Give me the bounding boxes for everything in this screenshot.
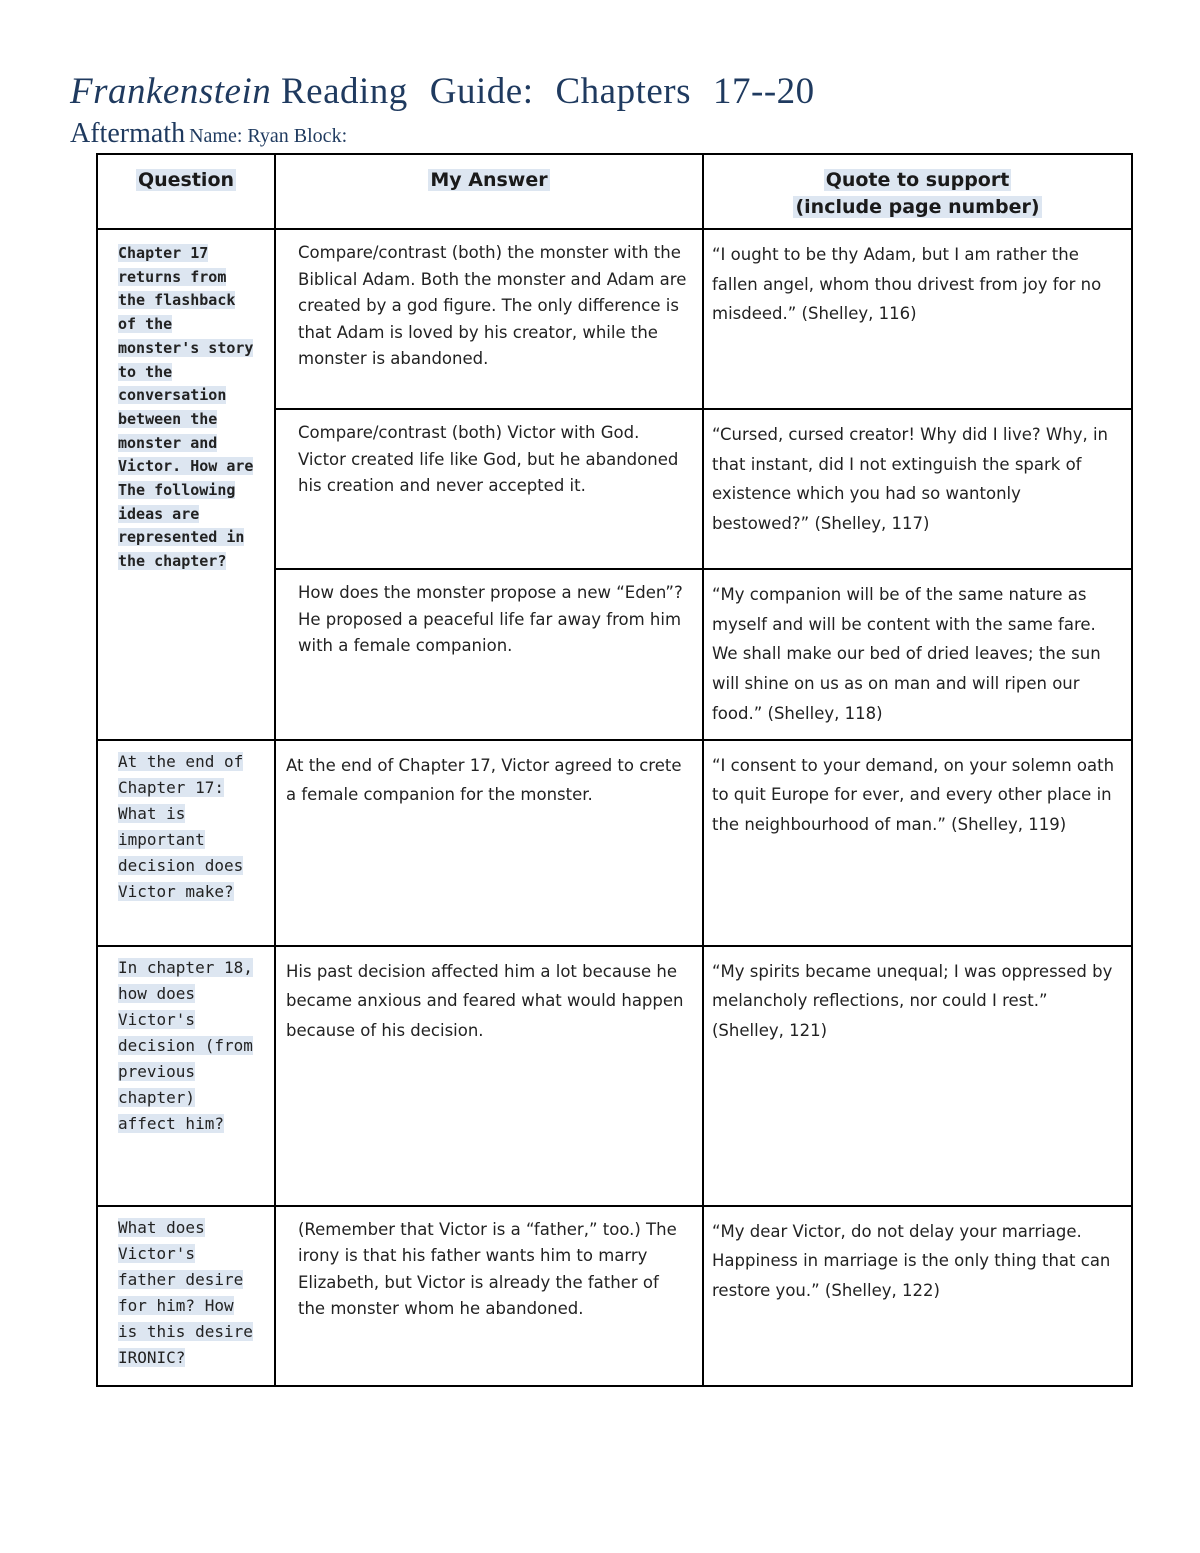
table-row	[97, 1206, 1132, 1386]
answer-cell	[275, 569, 703, 740]
answer-text: (Remember that Victor is a “father,” too.) The irony is that his father wants him to marry Elizabeth, but Victor is already the father of the monster whom he abandoned.	[298, 1219, 677, 1319]
header-answer: My Answer	[275, 154, 703, 229]
question-text: What does Victor's father desire for him? How is this desire IRONIC?	[118, 1217, 253, 1367]
question-cell	[97, 229, 275, 740]
quote-text: “I consent to your demand, on your solemn oath to quit Europe for ever, and every other place in the neighbourhood of man.” (Shelley, 119)	[712, 755, 1115, 834]
answer-text: Compare/contrast (both) the monster with the Biblical Adam. Both the monster and Adam are created by a god figure. The only difference is that Adam is loved by his creator, while the monster is abandoned.	[298, 243, 687, 368]
quote-cell	[703, 409, 1132, 569]
title-chapter-range: 17--20	[713, 71, 815, 112]
question-text: At the end of Chapter 17: What is important decision does Victor make?	[118, 751, 244, 901]
answer-cell	[275, 229, 703, 409]
quote-text: “My spirits became unequal; I was oppressed by melancholy reflections, nor could I rest.” (Shelley, 121)	[712, 961, 1113, 1040]
answer-text: Compare/contrast (both) Victor with God. Victor created life like God, but he abandoned his creation and never accepted it.	[298, 423, 679, 495]
answer-text: How does the monster propose a new “Eden”? He proposed a peaceful life far away from him with a female companion.	[298, 583, 683, 655]
reading-guide-table	[96, 153, 1133, 1387]
table-row	[97, 740, 1132, 946]
quote-text: “I ought to be thy Adam, but I am rather the fallen angel, whom thou drivest from joy for no misdeed.” (Shelley, 116)	[712, 245, 1102, 324]
title-word-reading: Reading	[280, 71, 408, 112]
quote-cell	[703, 740, 1132, 946]
table-row	[97, 229, 1132, 409]
header-quote-line2: (include page number)	[795, 196, 1040, 218]
quote-cell	[703, 229, 1132, 409]
document-title	[70, 70, 815, 113]
answer-text: His past decision affected him a lot because he became anxious and feared what would happen because of his decision.	[286, 961, 684, 1040]
chapter17-question: Chapter 17 returns from the flashback of the monster's story to the conversation between the monster and Victor. How are The following ideas are represented in the chapter?	[118, 244, 254, 571]
question-cell	[97, 946, 275, 1206]
table-header-row	[97, 154, 1132, 229]
answer-cell	[275, 409, 703, 569]
student-name: Name: Ryan Block:	[189, 125, 348, 147]
section-name: Aftermath	[70, 118, 186, 149]
quote-cell	[703, 569, 1132, 740]
document-subtitle	[70, 118, 347, 150]
answer-cell	[275, 1206, 703, 1386]
quote-cell	[703, 1206, 1132, 1386]
header-quote	[703, 154, 1132, 229]
table-row	[97, 946, 1132, 1206]
quote-text: “Cursed, cursed creator! Why did I live? Why, in that instant, did I not extinguish the spark of existence which you had so wantonly bestowed?” (Shelley, 117)	[712, 425, 1108, 534]
question-text: In chapter 18, how does Victor's decision (from previous chapter) affect him?	[118, 957, 253, 1133]
quote-text: “My companion will be of the same nature as myself and will be content with the same fare. We shall make our bed of dried leaves; the sun will shine on us as on man and will ripen our food.” (Shelley, 118)	[712, 585, 1101, 723]
title-book-name: Frankenstein	[70, 71, 272, 112]
title-word-chapters: Chapters	[555, 71, 692, 112]
question-cell	[97, 1206, 275, 1386]
answer-text: At the end of Chapter 17, Victor agreed to crete a female companion for the monster.	[286, 755, 682, 805]
title-word-guide: Guide:	[429, 71, 534, 112]
quote-cell	[703, 946, 1132, 1206]
header-question: Question	[97, 154, 275, 229]
answer-cell	[275, 946, 703, 1206]
quote-text: “My dear Victor, do not delay your marriage. Happiness in marriage is the only thing that can restore you.” (Shelley, 122)	[712, 1221, 1111, 1300]
header-quote-line1: Quote to support	[825, 169, 1010, 191]
question-cell	[97, 740, 275, 946]
answer-cell	[275, 740, 703, 946]
